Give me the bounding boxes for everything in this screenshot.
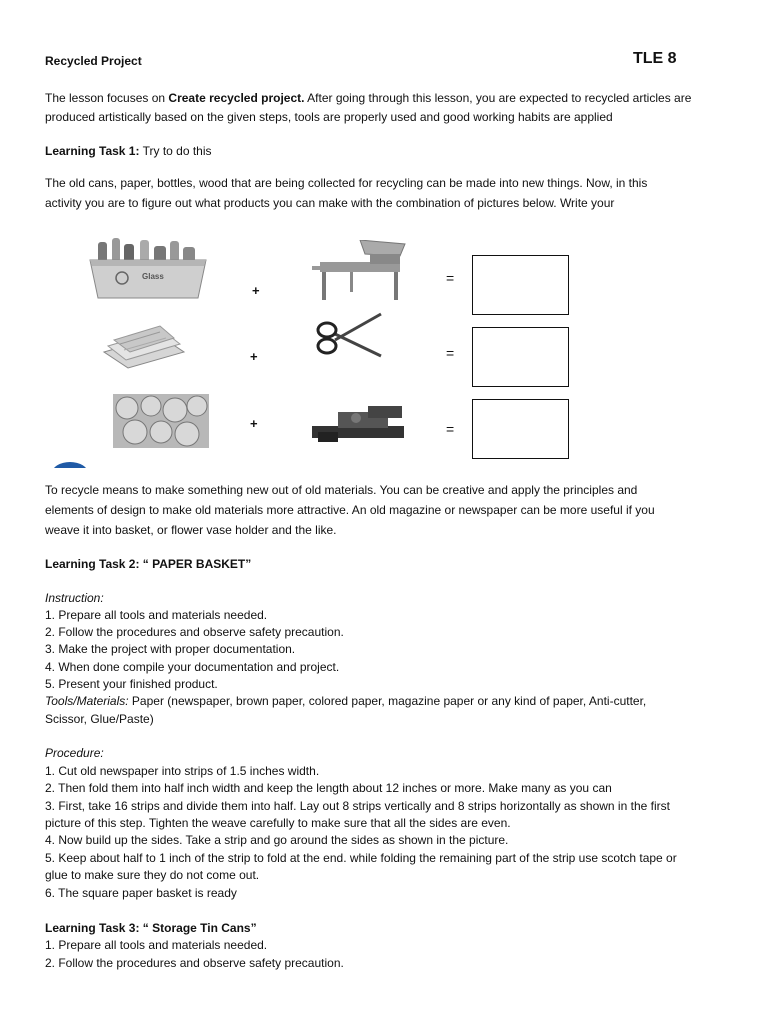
procedure-label: Procedure: — [45, 746, 104, 760]
task3-step: 2. Follow the procedures and observe safety precaution. — [45, 956, 344, 970]
intro-line-1: The lesson focuses on Create recycled project. After going through this lesson, you are expected to recycled articles are — [45, 91, 692, 105]
recycle-line-1: To recycle means to make something new out of old materials. You can be creative and apply the principles and — [45, 483, 638, 497]
machine-picture — [310, 240, 420, 302]
procedure-step: 2. Then fold them into half inch width and keep the length about 12 inches or more. Make many as you can — [45, 781, 612, 795]
subject-code: TLE 8 — [633, 50, 677, 67]
power-tool-picture — [308, 402, 408, 446]
equals-sign-3: = — [446, 421, 455, 437]
recycle-line-3: weave it into basket, or flower vase holder and the like. — [45, 523, 337, 537]
task1-line-1: The old cans, paper, bottles, wood that are being collected for recycling can be made into new things. Now, in this — [45, 176, 648, 190]
plus-sign-1: + — [252, 283, 260, 298]
plus-sign-3: + — [250, 416, 258, 431]
instruction-step: 3. Make the project with proper documentation. — [45, 642, 296, 656]
recycle-line-2: elements of design to make old materials more attractive. An old magazine or newspaper can be more useful if you — [45, 503, 655, 517]
newspaper-stack-picture — [100, 322, 186, 370]
wood-logs-picture — [113, 394, 209, 448]
equals-sign-2: = — [446, 345, 455, 361]
task1-heading: Learning Task 1: Try to do this — [45, 144, 212, 158]
instruction-step: 2. Follow the procedures and observe safety precaution. — [45, 625, 344, 639]
procedure-step: glue to make sure they do not come out. — [45, 868, 260, 882]
scissors-picture — [315, 312, 385, 362]
instruction-step: 4. When done compile your documentation and project. — [45, 660, 340, 674]
plus-sign-2: + — [250, 349, 258, 364]
instruction-label: Instruction: — [45, 591, 104, 605]
glass-recycling-bin-picture — [88, 238, 208, 300]
bin-label: Glass — [142, 272, 164, 281]
task2-heading: Learning Task 2: “ PAPER BASKET” — [45, 557, 252, 571]
procedure-step: 4. Now build up the sides. Take a strip and go around the sides as shown in the picture. — [45, 833, 509, 847]
instruction-step: 1. Prepare all tools and materials needed. — [45, 608, 268, 622]
procedure-step: 6. The square paper basket is ready — [45, 886, 237, 900]
instruction-step: 5. Present your finished product. — [45, 677, 218, 691]
task3-step: 1. Prepare all tools and materials needed. — [45, 938, 268, 952]
document-title: Recycled Project — [45, 54, 142, 68]
answer-box-1[interactable] — [472, 255, 569, 315]
procedure-step: 5. Keep about half to 1 inch of the strip to fold at the end. while folding the remaining part of the strip use scotch tape or — [45, 851, 677, 865]
procedure-step: 3. First, take 16 strips and divide them into half. Lay out 8 strips vertically and 8 strips horizontally as shown in the first — [45, 799, 670, 813]
tools-line-2: Scissor, Glue/Paste) — [45, 712, 154, 726]
task3-heading: Learning Task 3: “ Storage Tin Cans” — [45, 921, 257, 935]
tools-line-1: Tools/Materials: Paper (newspaper, brown paper, colored paper, magazine paper or any kind of paper, Anti-cutter, — [45, 694, 647, 708]
intro-line-2: produced artistically based on the given steps, tools are properly used and good working habits are applied — [45, 110, 613, 124]
equals-sign-1: = — [446, 270, 455, 286]
answer-box-2[interactable] — [472, 327, 569, 387]
procedure-step: 1. Cut old newspaper into strips of 1.5 inches width. — [45, 764, 320, 778]
answer-box-3[interactable] — [472, 399, 569, 459]
procedure-step: picture of this step. Tighten the weave carefully to make sure that all the sides are even. — [45, 816, 511, 830]
task1-line-2: activity you are to figure out what products you can make with the combination of pictures below. Write your — [45, 196, 615, 210]
blue-decoration — [50, 458, 90, 468]
